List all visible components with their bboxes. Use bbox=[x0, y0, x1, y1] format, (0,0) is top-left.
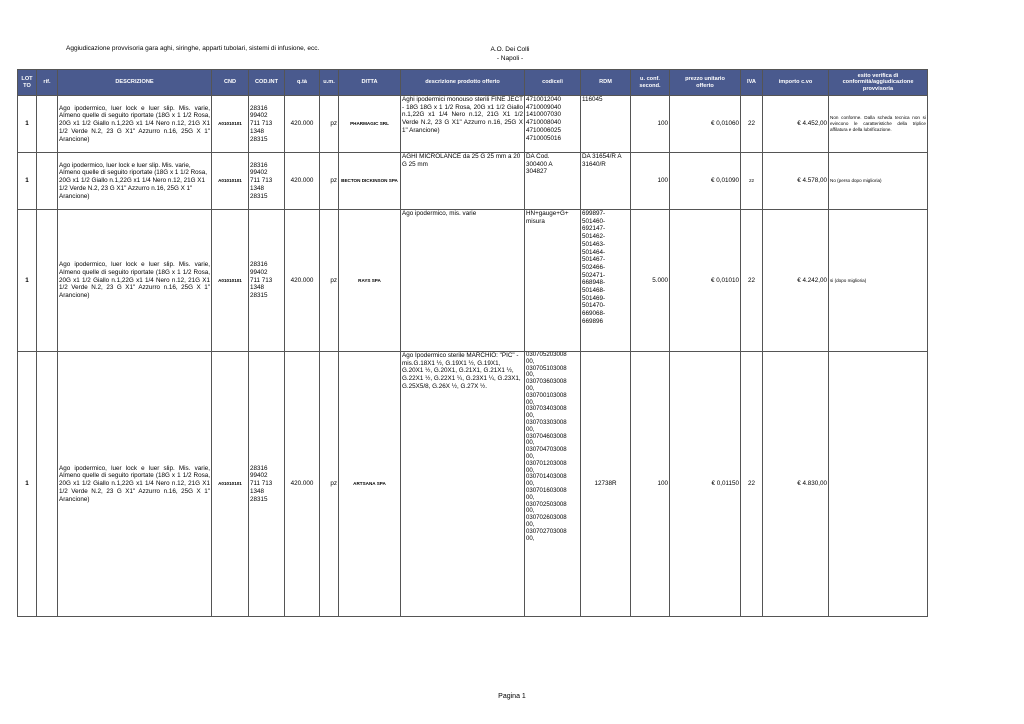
cell-importo: € 4.242,00 bbox=[763, 210, 829, 352]
cell-lotto: 1 bbox=[18, 96, 37, 153]
cell-codici: DA Cod. 300400 A 304827 bbox=[525, 153, 581, 210]
cell-codici: 4710012040 4710009040 1410007030 4710008040 4710006025 4710005016 bbox=[525, 96, 581, 153]
cell-esito: Non conforme. Dalla scheda tecnica non si evincono le caratteristiche della triplice affilatura e della lubrificazione. bbox=[829, 96, 928, 153]
cell-cnd: A01010101 bbox=[212, 96, 249, 153]
cell-cod-int: 28316 99402 711 713 1348 28315 bbox=[249, 153, 285, 210]
cell-prezzo: € 0,01010 bbox=[670, 210, 741, 352]
cell-esito: No (perso dopo miglioria) bbox=[829, 153, 928, 210]
cell-esito: si (dopo miglioria) bbox=[829, 210, 928, 352]
table-row bbox=[18, 153, 928, 210]
cell-prezzo: € 0,01060 bbox=[670, 96, 741, 153]
cell-qta: 420.000 bbox=[285, 352, 320, 617]
col-codici: codice/i bbox=[525, 70, 581, 96]
cell-um: pz bbox=[320, 352, 339, 617]
cell-rdm: 699897- 501460- 692147- 501462- 501463- 501464- 501467- 502466- 502471- 668948- 501468- 501469- 501470- 669068- 669896 bbox=[581, 210, 631, 352]
col-iva: IVA bbox=[741, 70, 763, 96]
cell-descrizione: Ago ipodermico, luer lock e luer slip. Mis. varie, Almeno quelle di seguito riportate (18G x 1 1/2 Rosa, 20G x1 1/2 Giallo n.1,22G x1 1/4 Nero n.12, 21G X1 1/2 Verde N.2, 23 G X1" Azzurro n.16, 25G X 1" Arancione) bbox=[58, 352, 212, 617]
cell-ditta: PHARMAGIC SRL bbox=[339, 96, 401, 153]
col-qta: q.tà bbox=[285, 70, 320, 96]
cell-iva: 22 bbox=[741, 96, 763, 153]
cell-prezzo: € 0,01150 bbox=[670, 352, 741, 617]
cell-u-conf: 100 bbox=[631, 153, 670, 210]
cell-um: pz bbox=[320, 153, 339, 210]
hospital-name: A.O. Dei Colli bbox=[490, 46, 530, 53]
col-u-conf: u. conf. second. bbox=[631, 70, 670, 96]
cell-desc-offerto: Ago ipodermico, mis. varie bbox=[401, 210, 525, 352]
cell-cnd: A01010101 bbox=[212, 153, 249, 210]
table-row bbox=[18, 210, 928, 352]
page-number: Pagina 1 bbox=[498, 693, 526, 700]
cell-rdm: 116045 bbox=[581, 96, 631, 153]
cell-ditta: ARTSANA SPA bbox=[339, 352, 401, 617]
col-rif: rif. bbox=[37, 70, 58, 96]
cell-rif bbox=[37, 153, 58, 210]
cell-codici: HN+gauge+G+ misura bbox=[525, 210, 581, 352]
col-cnd: CND bbox=[212, 70, 249, 96]
cell-cnd: A01010101 bbox=[212, 352, 249, 617]
cell-desc-offerto: AGHI MICROLANCE da 25 G 25 mm a 20 G 25 mm bbox=[401, 153, 525, 210]
cell-desc-offerto: Aghi ipodermici monouso sterili FINE JECT - 18G 18G x 1 1/2 Rosa, 20G x1 1/2 Giallo n.1,22G x1 1/4 Nero n.12, 21G X1 1/2 Verde N.2, 23 G X1" Azzurro n.16, 25G X 1" Arancione) bbox=[401, 96, 525, 153]
cell-lotto: 1 bbox=[18, 352, 37, 617]
col-importo: importo c.vo bbox=[763, 70, 829, 96]
col-rdm: RDM bbox=[581, 70, 631, 96]
cell-descrizione: Ago ipodermico, luer lock e luer slip. Mis. varie, Almeno quelle di seguito riportate (18G x 1 1/2 Rosa, 20G x1 1/2 Giallo n.1,22G x1 1/4 Nero n.12, 21G X1 1/2 Verde N.2, 23 G X1" Azzurro n.16, 25G X 1" Arancione) bbox=[58, 153, 212, 210]
table-row bbox=[18, 96, 928, 153]
awards-table bbox=[17, 69, 928, 617]
cell-ditta: BECTON DICKINSON SPA bbox=[339, 153, 401, 210]
cell-u-conf: 100 bbox=[631, 96, 670, 153]
cell-esito bbox=[829, 352, 928, 617]
cell-codici: 030705203008 00, 030705103008 00, 030703603008 00, 030700103008 00, 030703403008 00, 030703303008 00, 030704603008 00, 030704703008 00, 030701203008 00, 030701403008 00, 030701603008 00, 030702503008 00, 030702603008 00, 030702703008 00, bbox=[525, 352, 581, 617]
cell-iva: 22 bbox=[741, 352, 763, 617]
cell-descrizione: Ago ipodermico, luer lock e luer slip. Mis. varie, Almeno quelle di seguito riportate (18G x 1 1/2 Rosa, 20G x1 1/2 Giallo n.1,22G x1 1/4 Nero n.12, 21G X1 1/2 Verde N.2, 23 G X1" Azzurro n.16, 25G X 1" Arancione) bbox=[58, 96, 212, 153]
cell-desc-offerto: Ago Ipodermico sterile MARCHIO: "PIC" - mis.G.18X1 ½, G.19X1 ½, G.19X1, G.20X1 ½, G.20X1, G.21X1, G.21X1 ½, G.22X1 ½, G.22X1 ¼, G.23X1 ¼, G.23X1, G.25X5/8, G.26X ½, G.27X ½. bbox=[401, 352, 525, 617]
cell-iva: 22 bbox=[741, 153, 763, 210]
table-header-row bbox=[18, 70, 928, 96]
cell-qta: 420.000 bbox=[285, 210, 320, 352]
cell-importo: € 4.830,00 bbox=[763, 352, 829, 617]
cell-cnd: A01010101 bbox=[212, 210, 249, 352]
cell-ditta: RAYS SPA bbox=[339, 210, 401, 352]
col-ditta: DITTA bbox=[339, 70, 401, 96]
col-um: u.m. bbox=[320, 70, 339, 96]
cell-rdm: DA 31654/R A 31640/R bbox=[581, 153, 631, 210]
hospital-header bbox=[470, 45, 550, 63]
document-title: Aggiudicazione provvisoria gara aghi, siringhe, apparti tubolari, sistemi di infusione, ecc. bbox=[66, 45, 320, 52]
cell-rif bbox=[37, 352, 58, 617]
cell-rif bbox=[37, 210, 58, 352]
cell-iva: 22 bbox=[741, 210, 763, 352]
cell-cod-int: 28316 99402 711 713 1348 28315 bbox=[249, 210, 285, 352]
cell-um: pz bbox=[320, 96, 339, 153]
cell-prezzo: € 0,01090 bbox=[670, 153, 741, 210]
cell-importo: € 4.452,00 bbox=[763, 96, 829, 153]
col-descrizione: DESCRIZIONE bbox=[58, 70, 212, 96]
cell-qta: 420.000 bbox=[285, 153, 320, 210]
table-row bbox=[18, 352, 928, 617]
col-cod-int: COD.INT bbox=[249, 70, 285, 96]
cell-lotto: 1 bbox=[18, 153, 37, 210]
cell-rdm: 12738R bbox=[581, 352, 631, 617]
cell-importo: € 4.578,00 bbox=[763, 153, 829, 210]
col-desc-offerto: descrizione prodotto offerto bbox=[401, 70, 525, 96]
cell-rif bbox=[37, 96, 58, 153]
cell-cod-int: 28316 99402 711 713 1348 28315 bbox=[249, 352, 285, 617]
hospital-city: - Napoli - bbox=[496, 55, 524, 62]
cell-lotto: 1 bbox=[18, 210, 37, 352]
cell-u-conf: 5.000 bbox=[631, 210, 670, 352]
cell-qta: 420.000 bbox=[285, 96, 320, 153]
col-prezzo: prezzo unitario offerto bbox=[670, 70, 741, 96]
cell-descrizione: Ago ipodermico, luer lock e luer slip. Mis. varie, Almeno quelle di seguito riportate (18G x 1 1/2 Rosa, 20G x1 1/2 Giallo n.1,22G x1 1/4 Nero n.12, 21G X1 1/2 Verde N.2, 23 G X1" Azzurro n.16, 25G X 1" Arancione) bbox=[58, 210, 212, 352]
cell-cod-int: 28316 99402 711 713 1348 28315 bbox=[249, 96, 285, 153]
col-lotto: LOT TO bbox=[18, 70, 37, 96]
cell-u-conf: 100 bbox=[631, 352, 670, 617]
cell-um: pz bbox=[320, 210, 339, 352]
col-esito: esito verifica di conformità/aggiudicazione provvisoria bbox=[829, 70, 928, 96]
